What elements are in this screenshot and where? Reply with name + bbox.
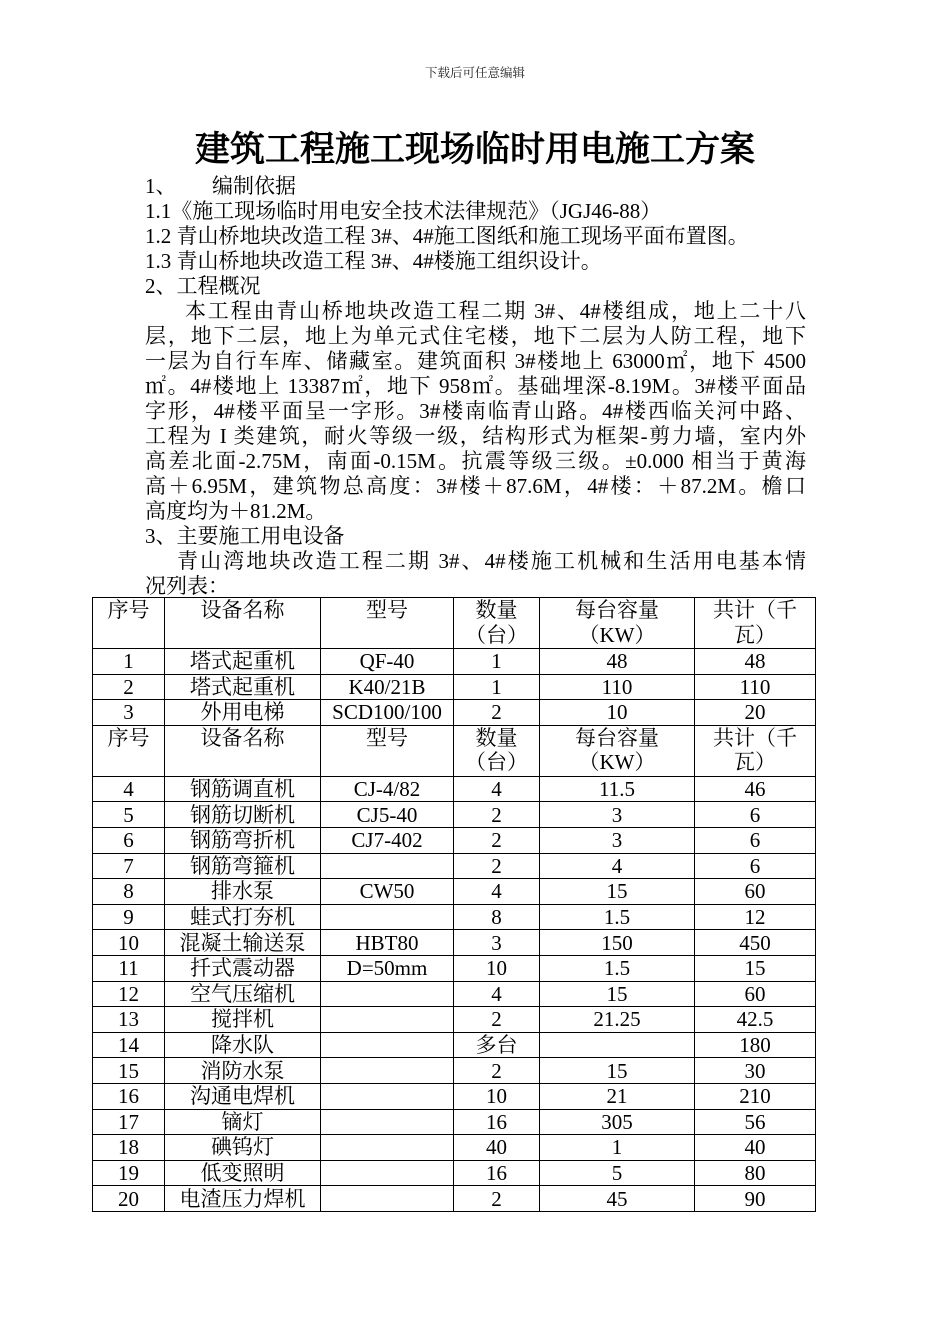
paragraph-line: 层，地下二层，地上为单元式住宅楼，地下二层为人防工程，地下 [145, 324, 806, 348]
column-header-line: 共计（千 [713, 725, 797, 750]
cell-unit-capacity: 10 [540, 700, 695, 726]
cell-equipment-name: 钢筋切断机 [165, 802, 321, 828]
cell-quantity: 1 [454, 649, 540, 675]
paragraph-line: 高度均为＋81.2M。 [145, 499, 327, 523]
section-heading-overview: 2、工程概况 [145, 274, 261, 298]
cell-unit-capacity: 305 [540, 1109, 695, 1135]
cell-total: 6 [695, 802, 816, 828]
table-row [93, 853, 816, 879]
cell-index: 2 [93, 674, 165, 700]
cell-equipment-name: 消防水泵 [165, 1058, 321, 1084]
cell-model: CJ-4/82 [321, 776, 454, 802]
cell-unit-capacity: 5 [540, 1160, 695, 1186]
cell-quantity: 4 [454, 879, 540, 905]
cell-unit-capacity: 1.5 [540, 955, 695, 981]
column-header-quantity [454, 598, 540, 649]
column-header-line: 数量 [475, 725, 518, 750]
cell-unit-capacity: 45 [540, 1186, 695, 1212]
equipment-table-body [93, 598, 816, 1212]
column-header-equipment-name [165, 725, 321, 776]
cell-quantity: 10 [454, 955, 540, 981]
cell-unit-capacity: 15 [540, 1058, 695, 1084]
column-header-line: 每台容量 [575, 725, 659, 750]
cell-total: 90 [695, 1186, 816, 1212]
cell-equipment-name: 电渣压力焊机 [165, 1186, 321, 1212]
cell-equipment-name: 搅拌机 [165, 1007, 321, 1033]
table-row [93, 1109, 816, 1135]
cell-equipment-name: 钢筋调直机 [165, 776, 321, 802]
cell-unit-capacity: 1 [540, 1135, 695, 1161]
cell-equipment-name: 蛙式打夯机 [165, 904, 321, 930]
cell-quantity: 40 [454, 1135, 540, 1161]
cell-index: 12 [93, 981, 165, 1007]
column-header-line: （台） [465, 622, 528, 647]
document-title: 建筑工程施工现场临时用电施工方案 [194, 130, 755, 169]
column-header-total [695, 598, 816, 649]
cell-quantity: 8 [454, 904, 540, 930]
table-row [93, 674, 816, 700]
cell-model [321, 904, 454, 930]
basis-item: 1.1《施工现场临时用电安全技术法律规范》（JGJ46-88） [145, 199, 662, 223]
column-header-line: 型号 [366, 725, 408, 750]
section-heading-basis [145, 174, 806, 199]
column-header-line: 共计（千 [713, 598, 797, 622]
cell-unit-capacity: 150 [540, 930, 695, 956]
cell-unit-capacity: 1.5 [540, 904, 695, 930]
cell-unit-capacity: 15 [540, 981, 695, 1007]
cell-equipment-name: 碘钨灯 [165, 1135, 321, 1161]
cell-unit-capacity: 3 [540, 827, 695, 853]
column-header-line: （KW） [578, 622, 656, 647]
column-header-unit-capacity [540, 598, 695, 649]
cell-model: QF-40 [321, 649, 454, 675]
cell-equipment-name: 低变照明 [165, 1160, 321, 1186]
equipment-table [92, 597, 816, 1212]
cell-quantity: 10 [454, 1083, 540, 1109]
table-header-row [93, 725, 816, 776]
cell-unit-capacity: 21 [540, 1083, 695, 1109]
cell-model [321, 1083, 454, 1109]
cell-quantity: 2 [454, 1186, 540, 1212]
cell-index: 11 [93, 955, 165, 981]
cell-total: 180 [695, 1032, 816, 1058]
paragraph-line: 况列表： [145, 574, 229, 598]
column-header-line: 设备名称 [200, 598, 285, 622]
column-header-index [93, 598, 165, 649]
table-row [93, 1058, 816, 1084]
document-body [145, 174, 806, 599]
cell-total: 210 [695, 1083, 816, 1109]
section-number: 1、 [145, 174, 177, 198]
cell-model [321, 1135, 454, 1161]
cell-unit-capacity: 48 [540, 649, 695, 675]
column-header-line: （KW） [578, 750, 656, 775]
cell-model [321, 1109, 454, 1135]
column-header-line: 序号 [107, 598, 150, 622]
cell-quantity: 2 [454, 1058, 540, 1084]
cell-quantity: 16 [454, 1109, 540, 1135]
cell-index: 16 [93, 1083, 165, 1109]
cell-equipment-name: 外用电梯 [165, 700, 321, 726]
table-row [93, 776, 816, 802]
paragraph-line: 工程为 I 类建筑，耐火等级一级，结构形式为框架-剪力墙，室内外 [145, 424, 806, 448]
cell-index: 20 [93, 1186, 165, 1212]
cell-quantity: 3 [454, 930, 540, 956]
cell-unit-capacity: 15 [540, 879, 695, 905]
cell-total: 42.5 [695, 1007, 816, 1033]
cell-equipment-name: 空气压缩机 [165, 981, 321, 1007]
basis-item: 1.3 青山桥地块改造工程 3#、4#楼施工组织设计。 [145, 249, 602, 273]
cell-equipment-name: 塔式起重机 [165, 674, 321, 700]
cell-total: 48 [695, 649, 816, 675]
cell-model: K40/21B [321, 674, 454, 700]
table-row [93, 1186, 816, 1212]
header-note: 下载后可任意编辑 [424, 66, 525, 80]
paragraph-line: 高＋6.95M，建筑物总高度：3#楼＋87.6M，4#楼：＋87.2M。檐口 [145, 474, 806, 498]
column-header-line: 序号 [107, 725, 150, 750]
cell-equipment-name: 钢筋弯箍机 [165, 853, 321, 879]
cell-index: 7 [93, 853, 165, 879]
cell-model [321, 981, 454, 1007]
cell-model [321, 1186, 454, 1212]
table-row [93, 802, 816, 828]
cell-unit-capacity: 110 [540, 674, 695, 700]
table-row [93, 904, 816, 930]
cell-unit-capacity [540, 1032, 695, 1058]
cell-quantity: 1 [454, 674, 540, 700]
cell-total: 6 [695, 827, 816, 853]
table-row [93, 930, 816, 956]
cell-total: 60 [695, 981, 816, 1007]
cell-model [321, 1160, 454, 1186]
cell-index: 4 [93, 776, 165, 802]
cell-quantity: 2 [454, 802, 540, 828]
cell-total: 20 [695, 700, 816, 726]
table-row [93, 649, 816, 675]
column-header-equipment-name [165, 598, 321, 649]
basis-item: 1.2 青山桥地块改造工程 3#、4#施工图纸和施工现场平面布置图。 [145, 224, 749, 248]
cell-quantity: 4 [454, 776, 540, 802]
cell-equipment-name: 钢筋弯折机 [165, 827, 321, 853]
cell-equipment-name: 扦式震动器 [165, 955, 321, 981]
column-header-total [695, 725, 816, 776]
cell-total: 30 [695, 1058, 816, 1084]
cell-total: 450 [695, 930, 816, 956]
cell-index: 3 [93, 700, 165, 726]
cell-unit-capacity: 4 [540, 853, 695, 879]
cell-model [321, 1058, 454, 1084]
column-header-unit-capacity [540, 725, 695, 776]
cell-quantity: 2 [454, 853, 540, 879]
cell-total: 80 [695, 1160, 816, 1186]
cell-quantity: 2 [454, 827, 540, 853]
cell-model: HBT80 [321, 930, 454, 956]
cell-quantity: 4 [454, 981, 540, 1007]
column-header-model [321, 725, 454, 776]
cell-index: 8 [93, 879, 165, 905]
cell-equipment-name: 降水队 [165, 1032, 321, 1058]
cell-unit-capacity: 3 [540, 802, 695, 828]
table-row [93, 1083, 816, 1109]
table-row [93, 879, 816, 905]
cell-index: 19 [93, 1160, 165, 1186]
cell-index: 17 [93, 1109, 165, 1135]
column-header-line: （台） [465, 750, 528, 775]
cell-index: 18 [93, 1135, 165, 1161]
cell-index: 1 [93, 649, 165, 675]
table-row [93, 1007, 816, 1033]
column-header-line: 瓦） [734, 622, 776, 647]
cell-unit-capacity: 11.5 [540, 776, 695, 802]
table-row [93, 1135, 816, 1161]
table-row [93, 700, 816, 726]
table-row [93, 827, 816, 853]
cell-total: 6 [695, 853, 816, 879]
cell-total: 56 [695, 1109, 816, 1135]
column-header-index [93, 725, 165, 776]
cell-total: 40 [695, 1135, 816, 1161]
cell-total: 46 [695, 776, 816, 802]
section-title: 编制依据 [212, 174, 296, 198]
paragraph-line: 本工程由青山桥地块改造工程二期 3#、4#楼组成，地上二十八 [185, 299, 806, 323]
cell-model: D=50mm [321, 955, 454, 981]
cell-equipment-name: 塔式起重机 [165, 649, 321, 675]
cell-quantity: 16 [454, 1160, 540, 1186]
column-header-model [321, 598, 454, 649]
column-header-line: 每台容量 [575, 598, 659, 622]
column-header-quantity [454, 725, 540, 776]
cell-index: 9 [93, 904, 165, 930]
paragraph-line: 高差北面-2.75M，南面-0.15M。抗震等级三级。±0.000 相当于黄海 [145, 449, 806, 473]
table-row [93, 955, 816, 981]
cell-index: 14 [93, 1032, 165, 1058]
table-row [93, 1032, 816, 1058]
column-header-line: 数量 [475, 598, 518, 622]
cell-model: CJ7-402 [321, 827, 454, 853]
column-header-line: 设备名称 [200, 725, 285, 750]
table-row [93, 981, 816, 1007]
cell-quantity: 2 [454, 1007, 540, 1033]
cell-total: 110 [695, 674, 816, 700]
cell-index: 10 [93, 930, 165, 956]
cell-equipment-name: 混凝土输送泵 [165, 930, 321, 956]
paragraph-line: ㎡。4#楼地上 13387㎡，地下 958㎡。基础埋深-8.19M。3#楼平面品 [145, 374, 806, 398]
cell-model: SCD100/100 [321, 700, 454, 726]
table-header-row [93, 598, 816, 649]
cell-total: 60 [695, 879, 816, 905]
paragraph-line: 青山湾地块改造工程二期 3#、4#楼施工机械和生活用电基本情 [177, 549, 806, 573]
cell-model: CJ5-40 [321, 802, 454, 828]
cell-model [321, 1032, 454, 1058]
paragraph-line: 一层为自行车库、储藏室。建筑面积 3#楼地上 63000㎡，地下 4500 [145, 349, 806, 373]
table-row [93, 1160, 816, 1186]
cell-quantity: 2 [454, 700, 540, 726]
cell-index: 5 [93, 802, 165, 828]
cell-model: CW50 [321, 879, 454, 905]
cell-index: 15 [93, 1058, 165, 1084]
cell-index: 13 [93, 1007, 165, 1033]
cell-index: 6 [93, 827, 165, 853]
cell-equipment-name: 排水泵 [165, 879, 321, 905]
cell-total: 15 [695, 955, 816, 981]
paragraph-line: 字形，4#楼平面呈一字形。3#楼南临青山路。4#楼西临关河中路、 [145, 399, 806, 423]
column-header-line: 型号 [366, 598, 408, 622]
cell-equipment-name: 沟通电焊机 [165, 1083, 321, 1109]
cell-model [321, 1007, 454, 1033]
cell-equipment-name: 镝灯 [165, 1109, 321, 1135]
cell-model [321, 853, 454, 879]
section-heading-equipment: 3、主要施工用电设备 [145, 524, 345, 548]
cell-total: 12 [695, 904, 816, 930]
cell-unit-capacity: 21.25 [540, 1007, 695, 1033]
cell-quantity: 多台 [454, 1032, 540, 1058]
column-header-line: 瓦） [734, 750, 776, 775]
